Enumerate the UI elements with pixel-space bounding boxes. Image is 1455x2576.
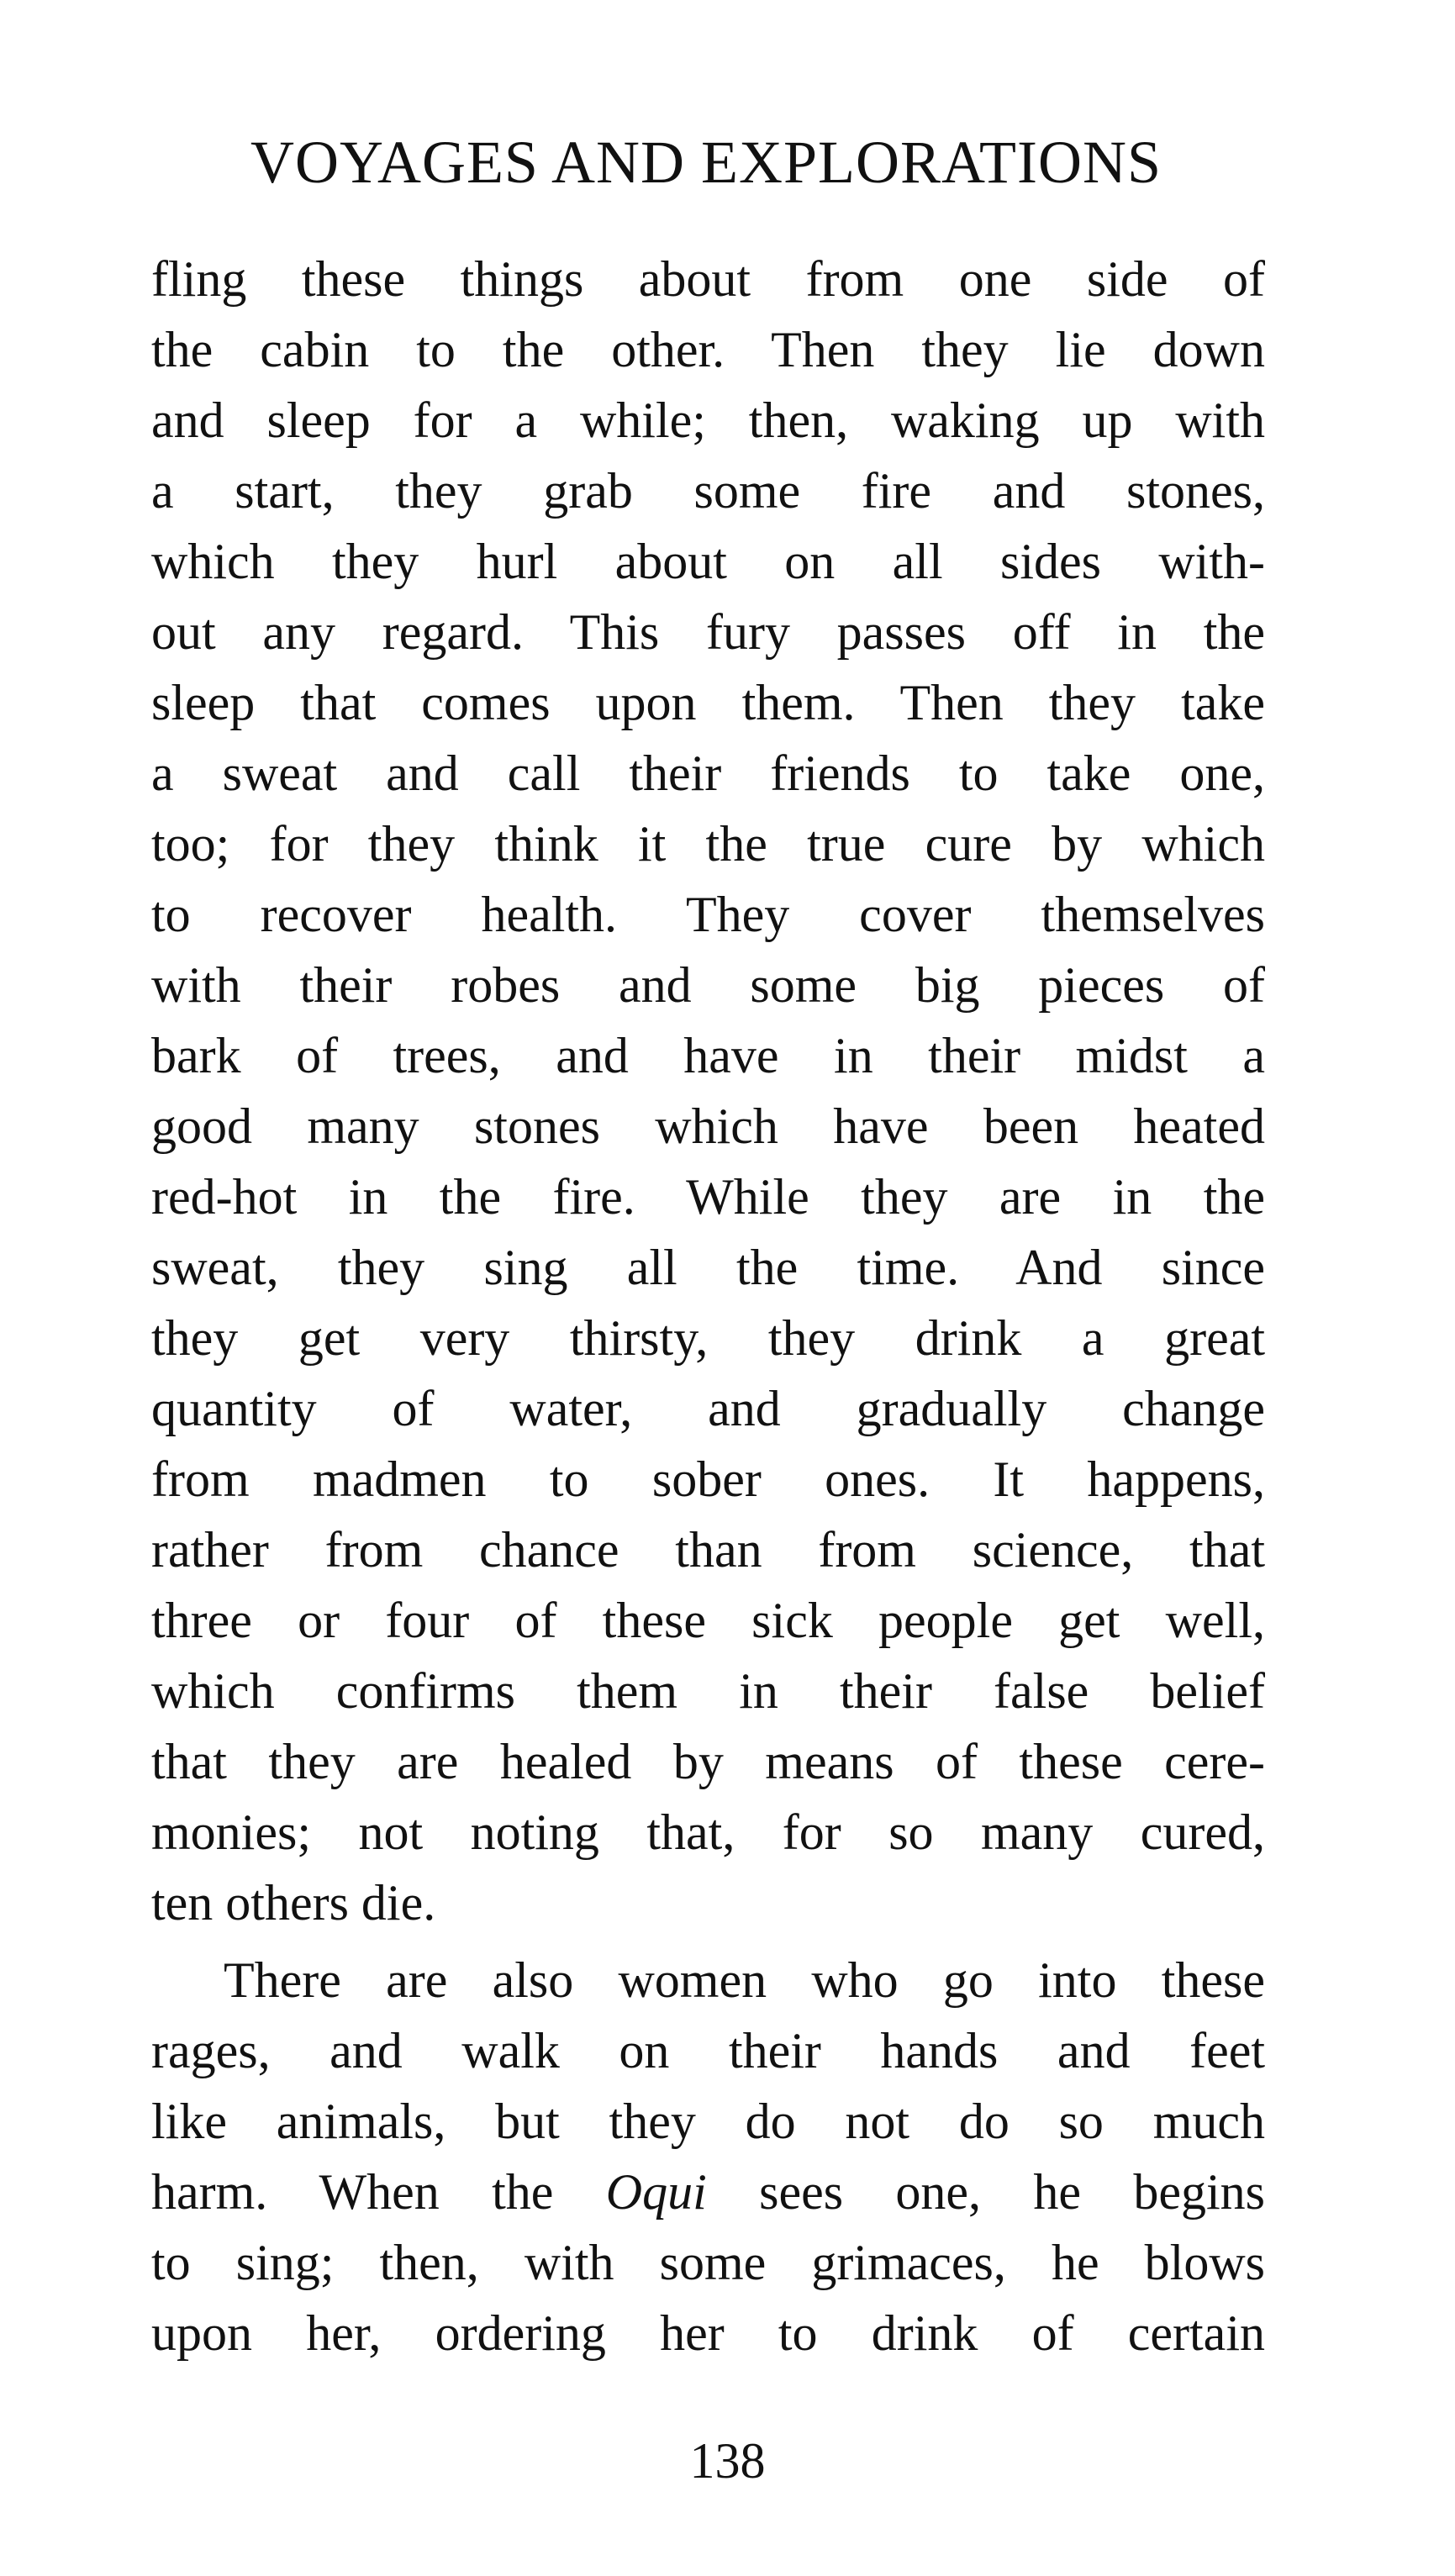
text-line: a sweat and call their friends to take one,: [151, 745, 1265, 801]
text-line: to recover health. They cover themselves: [151, 887, 1265, 942]
text-run: sees one, he begins: [706, 2164, 1266, 2220]
text-line: the cabin to the other. Then they lie down: [151, 322, 1265, 377]
italic-term: Oqui: [605, 2164, 707, 2220]
text-line: red-hot in the fire. While they are in the: [151, 1169, 1265, 1225]
running-head: VOYAGES AND EXPLORATIONS: [250, 129, 1162, 196]
text-line: rather from chance than from science, that: [151, 1522, 1265, 1578]
paragraph-gap: [151, 1938, 1265, 1945]
text-line: out any regard. This fury passes off in the: [151, 604, 1265, 660]
text-line: with their robes and some big pieces of: [151, 957, 1265, 1013]
text-line: sleep that comes upon them. Then they take: [151, 675, 1265, 730]
paragraph: [151, 244, 1265, 1938]
text-line: ten others die.: [151, 1875, 436, 1931]
text-line: to sing; then, with some grimaces, he blows: [151, 2235, 1265, 2290]
paragraph: [151, 1945, 1265, 2368]
text-line: There are also women who go into these: [224, 1952, 1265, 2008]
text-line: they get very thirsty, they drink a great: [151, 1310, 1265, 1366]
text-line: a start, they grab some fire and stones,: [151, 463, 1265, 519]
text-line: from madmen to sober ones. It happens,: [151, 1451, 1265, 1507]
text-line: fling these things about from one side of: [151, 251, 1265, 307]
text-line: rages, and walk on their hands and feet: [151, 2023, 1265, 2078]
text-run: harm. When the: [151, 2164, 606, 2220]
text-line: too; for they think it the true cure by which: [151, 816, 1265, 872]
text-line: and sleep for a while; then, waking up with: [151, 392, 1265, 448]
text-line: good many stones which have been heated: [151, 1098, 1265, 1154]
text-line: quantity of water, and gradually change: [151, 1381, 1265, 1436]
page-number: 138: [689, 2433, 766, 2489]
text-line: bark of trees, and have in their midst a: [151, 1028, 1265, 1083]
text-line: [151, 2157, 1265, 2227]
text-line: sweat, they sing all the time. And since: [151, 1240, 1265, 1295]
text-line: which confirms them in their false belief: [151, 1663, 1265, 1719]
body-text: [151, 244, 1265, 2368]
text-line: monies; not noting that, for so many cured,: [151, 1804, 1265, 1860]
text-line: like animals, but they do not do so much: [151, 2094, 1265, 2149]
text-line: that they are healed by means of these cere-: [151, 1734, 1265, 1789]
text-line: three or four of these sick people get well,: [151, 1593, 1265, 1648]
text-line: upon her, ordering her to drink of certain: [151, 2305, 1265, 2361]
text-line: which they hurl about on all sides with-: [151, 534, 1265, 589]
